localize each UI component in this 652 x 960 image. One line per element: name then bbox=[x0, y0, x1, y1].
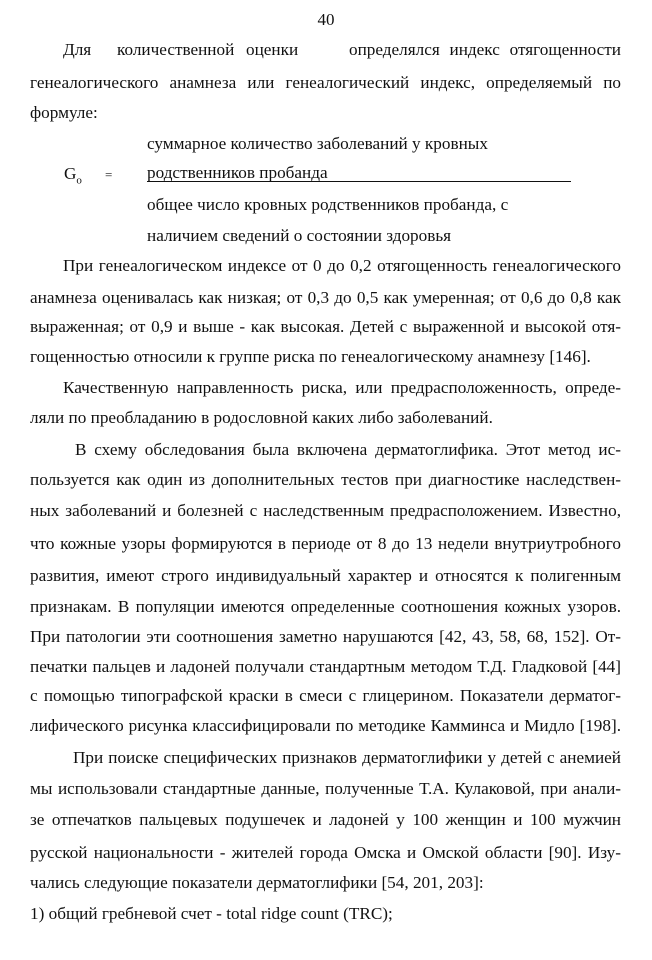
paragraph-4-line-4: русской национальности - жителей города Омска и Омской области [90]. Изу- bbox=[30, 843, 621, 862]
intro-word-2: количественной bbox=[117, 40, 235, 59]
paragraph-4-line-5: чались следующие показатели дерматоглифики [54, 201, 203]: bbox=[30, 873, 484, 892]
paragraph-2-line-1: Качественную направленность риска, или предрасположенность, опреде- bbox=[63, 378, 621, 397]
formula-denominator-line-1: общее число кровных родственников пробанда, с bbox=[147, 195, 509, 214]
formula-symbol: $G_o$ bbox=[64, 164, 82, 187]
paragraph-4-line-3: зе отпечатков пальцевых подушечек и ладоней у 100 женщин и 100 мужчин bbox=[30, 810, 621, 829]
intro-line-1-rest: определялся индекс отягощенности bbox=[349, 40, 621, 59]
paragraph-1-line-4: гощенностью относили к группе риска по генеалогическому анамнезу [146]. bbox=[30, 347, 591, 366]
intro-word-1: Для bbox=[63, 40, 92, 59]
paragraph-3-line-3: ных заболеваний и болезней с наследственным предрасположением. Известно, bbox=[30, 501, 621, 520]
formula-denominator-line-2: наличием сведений о состоянии здоровья bbox=[147, 226, 452, 245]
paragraph-1-line-2: анамнеза оценивалась как низкая; от 0,3 до 0,5 как умеренная; от 0,6 до 0,8 как bbox=[30, 288, 621, 307]
intro-line-3: формуле: bbox=[30, 103, 98, 122]
paragraph-1-line-3: выраженная; от 0,9 и выше - как высокая. Детей с выраженной и высокой отя- bbox=[30, 317, 621, 336]
paragraph-3-line-8: печатки пальцев и ладоней получали стандартным методом Т.Д. Гладковой [44] bbox=[30, 657, 621, 676]
paragraph-2-line-2: ляли по преобладанию в родословной каких либо заболеваний. bbox=[30, 408, 493, 427]
paragraph-3-line-7: При патологии эти соотношения заметно нарушаются [42, 43, 58, 68, 152]. От- bbox=[30, 627, 621, 646]
paragraph-4-line-1: При поиске специфических признаков дерматоглифики у детей с анемией bbox=[73, 748, 621, 767]
paragraph-3-line-1: В схему обследования была включена дерматоглифика. Этот метод ис- bbox=[75, 440, 621, 459]
formula-numerator-line-2: родственников пробанда bbox=[147, 163, 328, 182]
fraction-bar bbox=[147, 181, 571, 182]
paragraph-1-line-1: При генеалогическом индексе от 0 до 0,2 отягощенность генеалогического bbox=[63, 256, 621, 275]
paragraph-3-line-4: что кожные узоры формируются в периоде от 8 до 13 недели внутриутробного bbox=[30, 534, 621, 553]
paragraph-3-line-2: пользуется как один из дополнительных тестов при диагностике наследствен- bbox=[30, 470, 621, 489]
formula-equals: = bbox=[105, 167, 113, 182]
paragraph-3-line-5: развития, имеют строго индивидуальный характер и относятся к полигенным bbox=[30, 566, 621, 585]
intro-word-3: оценки bbox=[246, 40, 299, 59]
paragraph-4-line-2: мы использовали стандартные данные, полученные Т.А. Кулаковой, при анали- bbox=[30, 779, 621, 798]
paragraph-3-line-10: лифического рисунка классифицировали по методике Камминса и Мидло [198]. bbox=[30, 716, 621, 735]
formula-numerator-line-1: суммарное количество заболеваний у кровных bbox=[147, 134, 488, 153]
intro-line-2: генеалогического анамнеза или генеалогический индекс, определяемый по bbox=[30, 73, 621, 92]
list-item-1: 1) общий гребневой счет - total ridge count (TRC); bbox=[30, 904, 393, 923]
paragraph-3-line-6: признакам. В популяции имеются определенные соотношения кожных узоров. bbox=[30, 597, 621, 616]
paragraph-3-line-9: с помощью типографской краски в смеси с глицерином. Показатели дерматог- bbox=[30, 686, 621, 705]
page-number: 40 bbox=[317, 10, 335, 29]
